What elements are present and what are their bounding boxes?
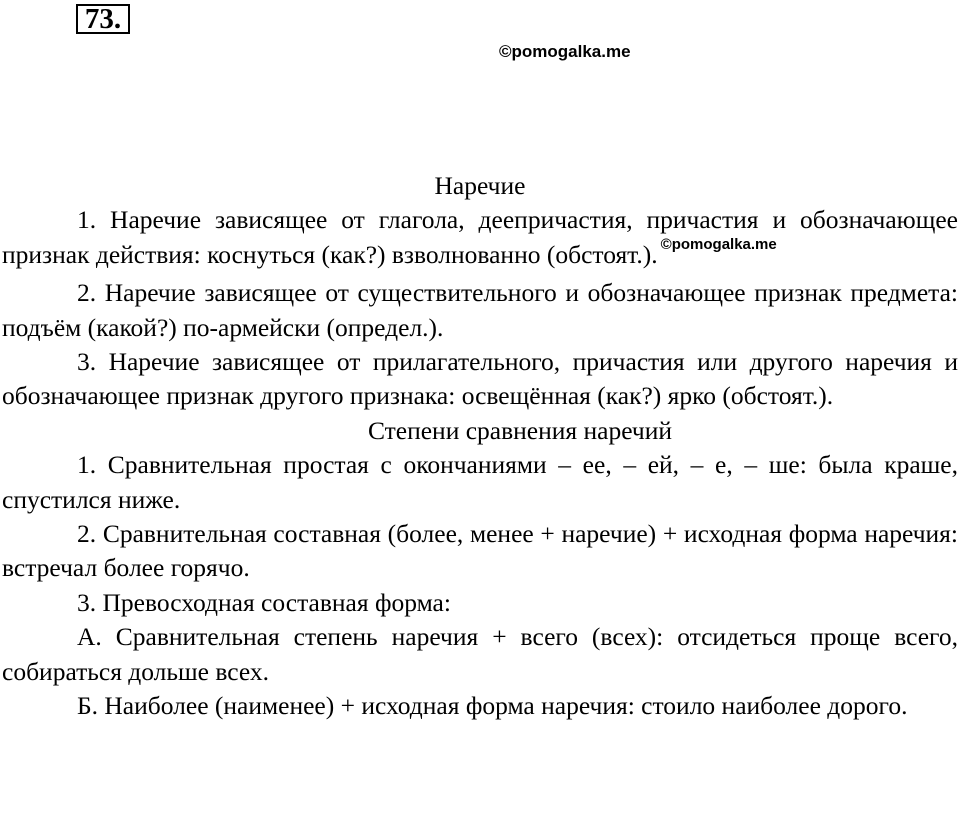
degrees-paragraph-a: А. Сравнительная степень наречия + всего (всех): отсидеться проще всего, собираться дольше всех. [2, 622, 958, 686]
adverb-paragraph-3: 3. Наречие зависящее от прилагательного, причастия или другого наречия и обозначающее признак другого признака: освещённая (как?) ярко (обстоят.). [2, 347, 958, 411]
task-number-box: 73. [76, 4, 130, 34]
adverb-paragraph-2: 2. Наречие зависящее от существительного и обозначающее признак предмета: подъём (какой?) по-армейски (определ.). [2, 278, 958, 342]
degrees-paragraph-2: 2. Сравнительная составная (более, менее + наречие) + исходная форма наречия: встречал более горячо. [2, 519, 958, 583]
degrees-paragraph-b: Б. Наиболее (наименее) + исходная форма наречия: стоило наиболее дорого. [77, 691, 908, 721]
adverb-paragraph-1 [2, 203, 958, 276]
document-body [2, 169, 958, 724]
watermark-top: ©pomogalka.me [499, 42, 631, 61]
adverb-paragraph-1-text: 1. Наречие зависящее от глагола, деепричастия, причастия и обозначающее признак действия: коснуться (как?) взволнованно (обстоят.). [2, 205, 958, 269]
degrees-paragraph-3: 3. Превосходная составная форма: [77, 587, 451, 617]
degrees-paragraph-1: 1. Сравнительная простая с окончаниями – ее, – ей, – е, – ше: была краше, спустился ниже. [2, 450, 958, 514]
section-heading-adverb: Наречие [434, 171, 526, 200]
watermark-inline: ©pomogalka.me [660, 235, 777, 253]
section-heading-degrees: Степени сравнения наречий [367, 415, 673, 445]
